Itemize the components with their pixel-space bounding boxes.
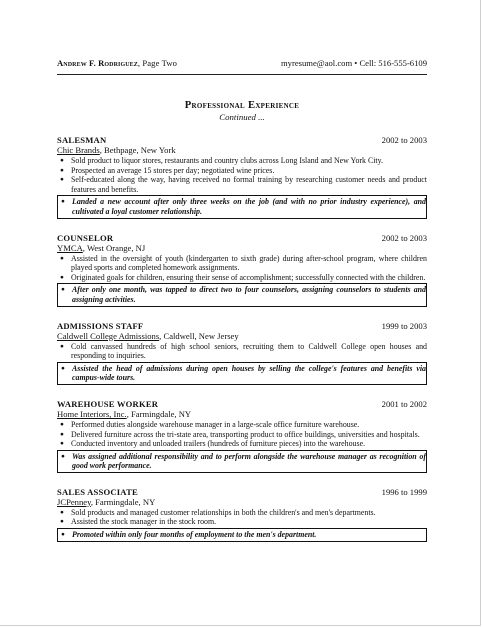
bullet-icon: ● — [61, 452, 65, 460]
bullet-icon: ● — [61, 364, 65, 372]
section-title: Professional Experience — [184, 100, 300, 111]
highlight-text: Was assigned additional responsibility and to perform alongside the warehouse manager as recognition of good work performance. — [72, 451, 426, 471]
contact-info: myresume@aol.com • Cell: 516-555-6109 — [280, 58, 427, 68]
job-header — [57, 135, 427, 145]
bullet-icon: ● — [60, 176, 64, 184]
bullet-icon: ● — [61, 198, 65, 206]
highlight-achievement — [57, 362, 427, 385]
duty-item — [57, 175, 427, 194]
employer-line — [57, 145, 427, 155]
job-title: SALESMAN — [57, 135, 107, 145]
candidate-name: Andrew F. Rodriguez, Page Two — [57, 58, 178, 68]
employer-location: , Bethpage, New York — [99, 145, 176, 155]
bullet-icon: ● — [60, 508, 64, 516]
duty-item — [57, 517, 427, 527]
job-entry — [57, 321, 427, 385]
employer-name: JCPenney — [57, 496, 91, 507]
highlight-achievement — [57, 528, 427, 542]
duty-list — [57, 420, 427, 473]
page-header — [57, 58, 427, 68]
bullet-icon: ● — [61, 531, 65, 539]
bullet-icon: ● — [60, 254, 64, 262]
employer-location: , West Orange, NJ — [82, 242, 146, 253]
job-header — [57, 233, 427, 243]
highlight-text: After only one month, was tapped to direct two to four counselors, assigning counselors to students and assigning activities. — [72, 285, 426, 304]
employer-name: Chic Brands — [57, 145, 100, 155]
job-entry — [57, 487, 427, 542]
employer-name: Caldwell College Admissions — [57, 330, 160, 341]
job-dates: 2001 to 2002 — [381, 398, 427, 409]
employer-line — [57, 243, 427, 253]
header-rule — [57, 74, 427, 75]
job-header — [57, 399, 427, 409]
highlight-achievement — [57, 195, 427, 218]
job-header — [57, 487, 427, 497]
job-header — [57, 321, 427, 331]
duty-item — [57, 439, 427, 449]
page-label: , Page Two — [137, 58, 178, 68]
bullet-icon: ● — [60, 273, 64, 281]
job-entry — [57, 135, 427, 219]
duty-item — [57, 166, 427, 176]
highlight-text: Promoted within only four months of employment to the men's department. — [72, 530, 317, 540]
job-list — [57, 135, 427, 542]
duty-list — [57, 156, 427, 219]
resume-page — [57, 58, 427, 542]
duty-list — [57, 254, 427, 307]
job-dates: 2002 to 2003 — [381, 232, 427, 243]
employer-location: , Farmingdale, NY — [90, 496, 156, 507]
duty-item — [57, 254, 427, 273]
job-title: WAREHOUSE WORKER — [57, 398, 159, 409]
highlight-achievement — [57, 283, 427, 306]
duty-list — [57, 342, 427, 385]
job-entry — [57, 233, 427, 307]
duty-item — [57, 156, 427, 166]
highlight-text: Assisted the head of admissions during open houses by selling the college's features and benefits via campus-wide tours. — [72, 363, 426, 383]
bullet-icon: ● — [60, 166, 64, 174]
bullet-icon: ● — [60, 420, 64, 428]
job-dates: 1999 to 2003 — [381, 320, 427, 331]
duty-item — [57, 420, 427, 430]
duty-item — [57, 273, 427, 283]
section-subtitle: Continued ... — [219, 112, 265, 122]
job-title: SALES ASSOCIATE — [57, 486, 138, 497]
employer-line — [57, 497, 427, 507]
duty-text: Conducted inventory and unloaded trailers (hundreds of furniture pieces) into the warehouse. — [71, 439, 366, 449]
duty-text: Prospected an average 15 stores per day; negotiated wine prices. — [71, 165, 275, 175]
duty-text: Delivered furniture across the tri-state area, transporting product to office buildings, universities and hospitals. — [71, 429, 420, 439]
employer-line — [57, 331, 427, 341]
bullet-icon: ● — [60, 157, 64, 164]
duty-item — [57, 508, 427, 518]
job-dates: 1996 to 1999 — [381, 486, 427, 497]
duty-item — [57, 342, 427, 361]
duty-text: Assisted in the oversight of youth (kindergarten to sixth grade) during after-school program, where children played sports and completed homework assignments. — [71, 253, 427, 273]
duty-text: Self-educated along the way, having received no formal training by researching customer needs and product features and benefits. — [71, 175, 427, 194]
duty-text: Cold canvassed hundreds of high school seniors, recruiting them to Caldwell College open houses and responding to inquiries. — [71, 341, 427, 361]
employer-name: YMCA — [57, 242, 83, 253]
duty-text: Sold products and managed customer relationships in both the children's and men's departments. — [71, 507, 376, 517]
duty-text: Performed duties alongside warehouse manager in a large-scale office furniture warehouse. — [71, 419, 360, 429]
job-entry — [57, 399, 427, 473]
duty-item — [57, 430, 427, 440]
duty-list — [57, 508, 427, 542]
bullet-icon: ● — [60, 342, 64, 350]
job-dates: 2002 to 2003 — [381, 135, 427, 145]
employer-name: Home Interiors, Inc. — [57, 408, 127, 419]
job-title: COUNSELOR — [57, 232, 114, 243]
bullet-icon: ● — [61, 286, 65, 294]
bullet-icon: ● — [60, 430, 64, 438]
bullet-icon: ● — [60, 518, 64, 526]
job-title: ADMISSIONS STAFF — [57, 320, 144, 331]
highlight-achievement — [57, 450, 427, 473]
duty-text: Originated goals for children, ensuring their sense of accomplishment; successfully connected with the children. — [71, 272, 426, 282]
employer-location: , Farmingdale, NY — [126, 408, 192, 419]
duty-text: Sold product to liquor stores, restaurants and country clubs across Long Island and New York City. — [71, 156, 383, 165]
duty-text: Assisted the stock manager in the stock room. — [71, 517, 217, 527]
bullet-icon: ● — [60, 440, 64, 448]
highlight-text: Landed a new account after only three weeks on the job (and with no prior industry experience), and cultivated a loyal customer relationship. — [72, 197, 426, 216]
employer-line — [57, 409, 427, 419]
employer-location: , Caldwell, New Jersey — [159, 330, 239, 341]
